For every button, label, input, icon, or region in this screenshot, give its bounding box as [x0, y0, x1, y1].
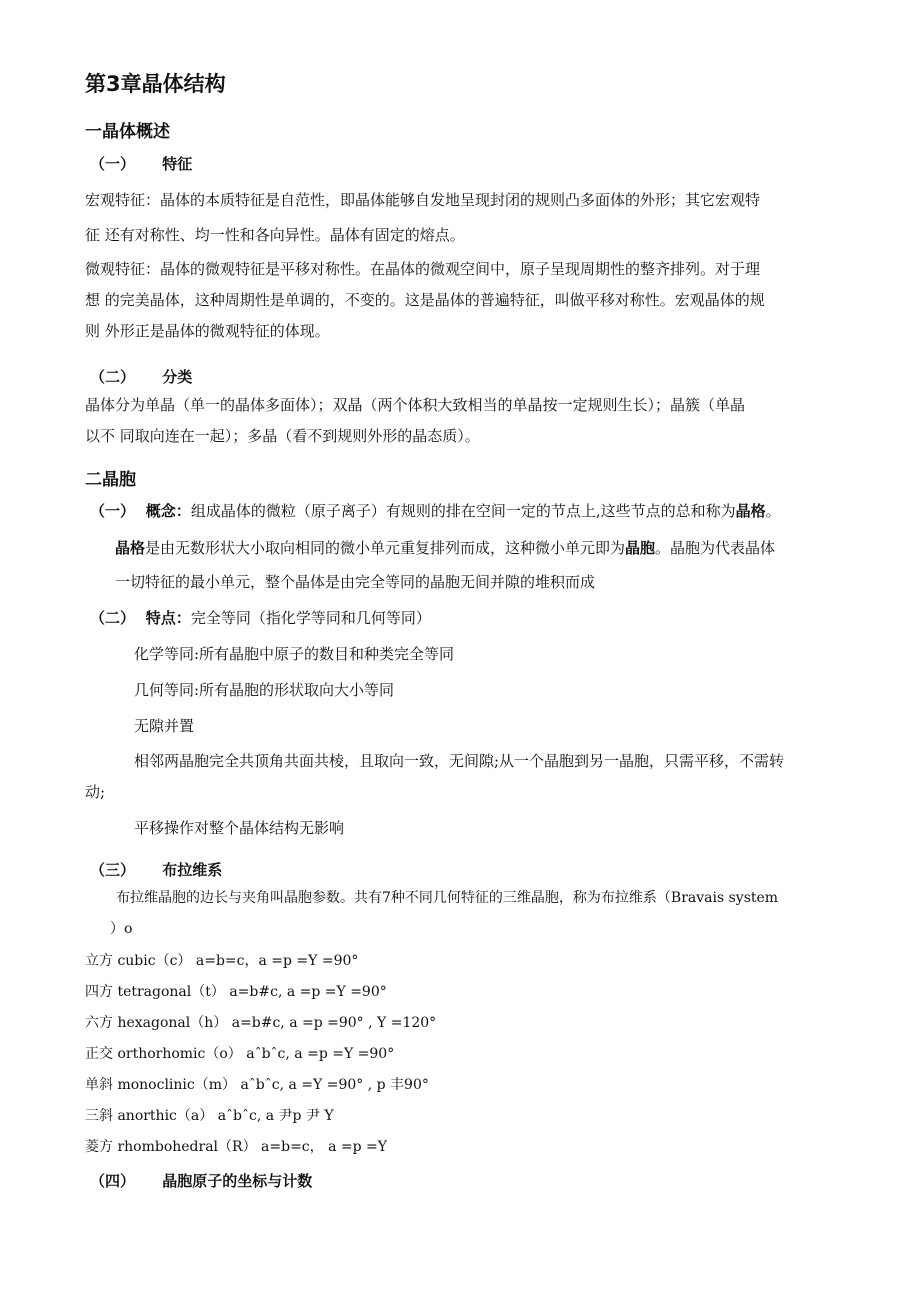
concept-paragraph — [90, 501, 781, 521]
system-rhombohedral: 菱方 rhombohedral（R） a=b=c， a =p =Y — [85, 1139, 387, 1155]
micro-feature-line-2: 想 的完美晶体，这种周期性是单调的，不变的。这是晶体的普遍特征，叫做平移对称性。宏观晶体的规 — [85, 291, 765, 309]
lattice-tail: 。晶胞为代表晶体 — [655, 539, 776, 557]
subsection-2-3-heading — [90, 859, 222, 880]
concept-end: 。 — [765, 502, 781, 520]
subsection-title: 布拉维系 — [162, 861, 223, 879]
no-gap-arrangement: 无隙并置 — [134, 717, 195, 735]
system-monoclinic: 单斜 monoclinic（m） aˆbˆc, a =Y =90° , p 丰90° — [85, 1077, 429, 1093]
adjacent-cells-line-1: 相邻两晶胞完全共顶角共面共棱，且取向一致，无间隙;从一个晶胞到另一晶胞，只需平移，不需转 — [134, 752, 785, 770]
subsection-number: （四） — [90, 1172, 136, 1190]
micro-feature-line-3: 则 外形正是晶体的微观特征的体现。 — [85, 322, 330, 340]
subsection-2-4-heading — [90, 1170, 312, 1191]
lattice-paragraph-line-1 — [115, 538, 775, 558]
concept-label: 概念： — [145, 502, 191, 520]
geometric-equivalence: 几何等同:所有晶胞的形状取向大小等同 — [134, 681, 395, 699]
macro-feature-line-2: 征 还有对称性、均一性和各向异性。晶体有固定的熔点。 — [85, 226, 465, 244]
features-paragraph — [90, 608, 431, 628]
translation-operation: 平移操作对整个晶体结构无影响 — [134, 819, 345, 837]
subsection-title: 分类 — [162, 368, 193, 386]
term-lattice: 晶格 — [115, 539, 146, 557]
adjacent-cells-line-2: 动; — [85, 783, 106, 801]
system-tetragonal: 四方 tetragonal（t） a=b#c, a =p =Y =90° — [85, 984, 387, 1000]
system-hexagonal: 六方 hexagonal（h） a=b#c, a =p =90° , Y =120° — [85, 1015, 437, 1031]
features-text: 完全等同（指化学等同和几何等同） — [190, 609, 431, 627]
features-label: 特点： — [145, 609, 191, 627]
lattice-paragraph-line-2: 一切特征的最小单元，整个晶体是由完全等同的晶胞无间并隙的堆积而成 — [115, 573, 596, 591]
system-cubic: 立方 cubic（c） a=b=c，a =p =Y =90° — [85, 953, 359, 969]
concept-term-lattice: 晶格 — [735, 502, 766, 520]
features-number: （二） — [90, 609, 136, 627]
subsection-title: 特征 — [162, 155, 193, 173]
bravais-line-1: 布拉维晶胞的边长与夹角叫晶胞参数。共有7种不同几何特征的三维晶胞，称为布拉维系（Bravais system — [116, 890, 779, 906]
system-anorthic: 三斜 anorthic（a） aˆbˆc, a 尹p 尹 Y — [85, 1108, 334, 1124]
subsection-1-1-heading — [90, 153, 192, 174]
bravais-line-2: ）o — [110, 921, 133, 937]
subsection-number: （一） — [90, 155, 136, 173]
subsection-title: 晶胞原子的坐标与计数 — [162, 1172, 313, 1190]
subsection-1-2-heading — [90, 366, 192, 387]
term-unit-cell: 晶胞 — [625, 539, 656, 557]
subsection-number: （二） — [90, 368, 136, 386]
chemical-equivalence: 化学等同:所有晶胞中原子的数目和种类完全等同 — [134, 645, 455, 663]
classification-line-2: 以不 同取向连在一起）；多晶（看不到规则外形的晶态质）。 — [85, 427, 480, 445]
macro-feature-line-1: 宏观特征：晶体的本质特征是自范性，即晶体能够自发地呈现封闭的规则凸多面体的外形；其它宏观特 — [85, 191, 761, 209]
section-2-title: 二晶胞 — [85, 470, 136, 490]
concept-number: （一） — [90, 502, 136, 520]
classification-line-1: 晶体分为单晶（单一的晶体多面体）；双晶（两个体积大致相当的单晶按一定规则生长）；晶簇（单晶 — [85, 396, 746, 414]
section-1-title: 一晶体概述 — [85, 122, 170, 142]
lattice-text: 是由无数形状大小取向相同的微小单元重复排列而成，这种微小单元即为 — [145, 539, 626, 557]
system-orthorhombic: 正交 orthorhomic（o） aˆbˆc, a =p =Y =90° — [85, 1046, 395, 1062]
micro-feature-line-1: 微观特征：晶体的微观特征是平移对称性。在晶体的微观空间中，原子呈现周期性的整齐排列。对于理 — [85, 260, 761, 278]
subsection-number: （三） — [90, 861, 136, 879]
chapter-title: 第3章晶体结构 — [85, 72, 226, 96]
concept-text: 组成晶体的微粒（原子离子）有规则的排在空间一定的节点上,这些节点的总和称为 — [190, 502, 736, 520]
